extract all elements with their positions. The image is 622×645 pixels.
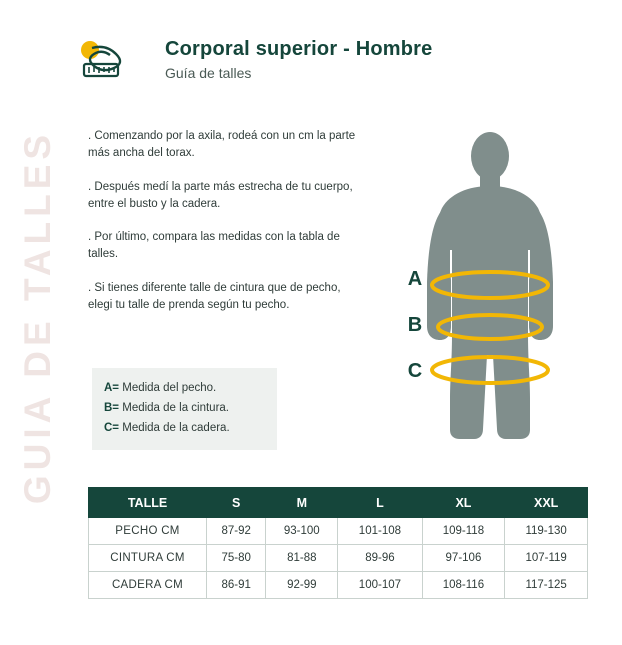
- table-cell: 92-99: [266, 572, 338, 599]
- table-cell: 107-119: [505, 545, 588, 572]
- table-header-row: [89, 488, 588, 518]
- label-b: B: [407, 314, 423, 336]
- table-cell: 75-80: [207, 545, 266, 572]
- table-cell: 117-125: [505, 572, 588, 599]
- table-cell: 109-118: [422, 518, 505, 545]
- table-cell: 86-91: [207, 572, 266, 599]
- table-header-cell: S: [207, 488, 266, 518]
- label-c: C: [407, 360, 423, 382]
- table-header-cell: XXL: [505, 488, 588, 518]
- legend-text: Medida del pecho.: [122, 382, 217, 394]
- instruction-item: . Por último, compara las medidas con la tabla de talles.: [88, 231, 340, 261]
- label-a: A: [407, 268, 423, 290]
- table-cell: 89-96: [338, 545, 422, 572]
- legend-text: Medida de la cintura.: [122, 402, 229, 415]
- table-header-cell: L: [338, 488, 422, 518]
- legend-key: B=: [104, 402, 120, 415]
- header: [70, 34, 590, 94]
- table-cell: 93-100: [266, 518, 338, 545]
- table-cell: 87-92: [207, 518, 266, 545]
- instruction-item: . Si tienes diferente talle de cintura que de pecho, elegi tu talle de prenda según tu pecho.: [88, 281, 341, 311]
- legend-key: A=: [104, 382, 120, 394]
- row-label: CINTURA CM: [89, 545, 207, 572]
- table-header-cell: XL: [422, 488, 505, 518]
- row-label: CADERA CM: [89, 572, 207, 599]
- legend-item: [104, 378, 265, 398]
- page-title: Corporal superior - Hombre: [165, 38, 433, 60]
- legend-item: [104, 398, 265, 418]
- page-subtitle: Guía de talles: [165, 65, 252, 81]
- table-cell: 81-88: [266, 545, 338, 572]
- table-row: [89, 518, 588, 545]
- instruction-item: . Después medí la parte más estrecha de tu cuerpo, entre el busto y la cadera.: [88, 180, 353, 210]
- table-row: [89, 572, 588, 599]
- instructions-list: [88, 128, 363, 330]
- legend-text: Medida de la cadera.: [122, 422, 230, 435]
- legend-box: [92, 368, 277, 450]
- side-banner-text: GUIA DE TALLES: [17, 129, 58, 505]
- instruction-item: . Comenzando por la axila, rodeá con un cm la parte más ancha del torax.: [88, 130, 356, 160]
- table-cell: 108-116: [422, 572, 505, 599]
- table-header-cell: TALLE: [89, 488, 207, 518]
- header-titles: [165, 38, 432, 81]
- size-table: [88, 487, 588, 599]
- table-cell: 97-106: [422, 545, 505, 572]
- legend-item: [104, 418, 265, 438]
- measuring-tape-icon: [70, 36, 140, 86]
- table-header-cell: M: [266, 488, 338, 518]
- table-row: [89, 545, 588, 572]
- body-figure: [390, 130, 590, 460]
- row-label: PECHO CM: [89, 518, 207, 545]
- table-cell: 119-130: [505, 518, 588, 545]
- legend-key: C=: [104, 422, 120, 435]
- table-cell: 100-107: [338, 572, 422, 599]
- side-banner: [0, 0, 62, 645]
- table-cell: 101-108: [338, 518, 422, 545]
